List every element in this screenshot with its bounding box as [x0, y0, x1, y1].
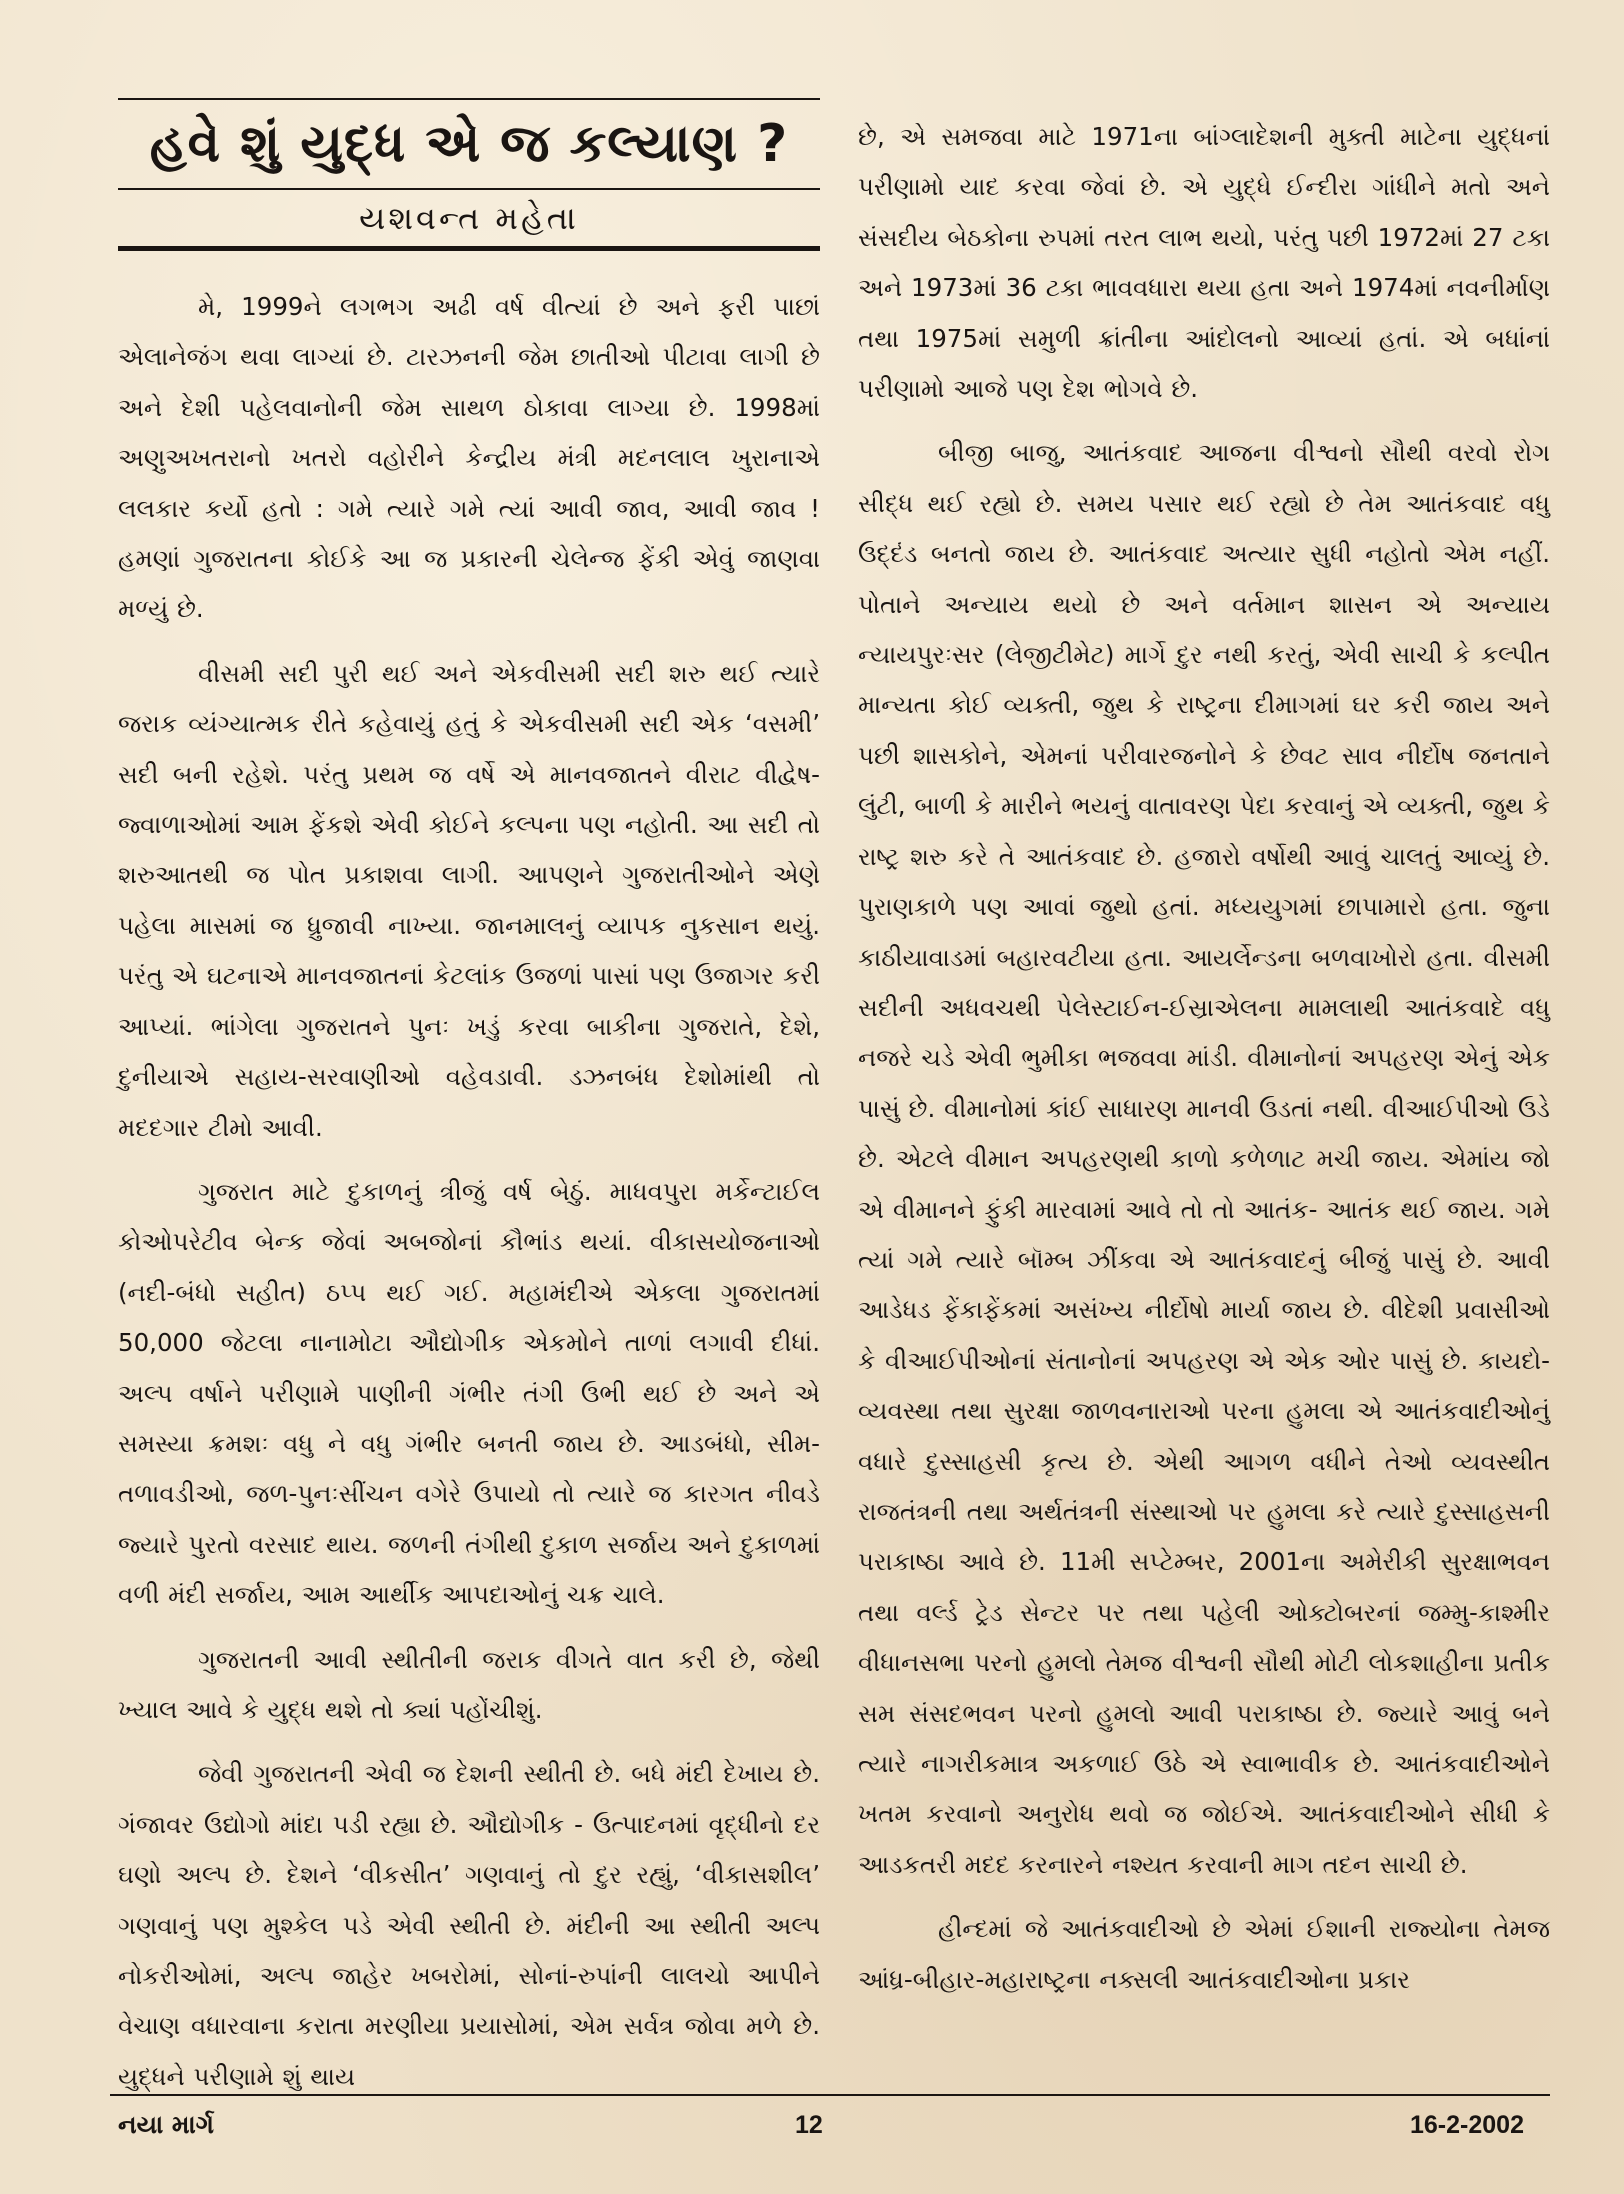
left-paragraph-4: ગુજરાતની આવી સ્થીતીની જરાક વીગતે વાત કરી છે, જેથી ખ્યાલ આવે કે યુદ્ધ થશે તો ક્યાં પહોંચીશું. [118, 1644, 820, 1724]
title-top-rule [118, 98, 820, 100]
left-column [118, 282, 820, 2102]
left-paragraph-1: મે, 1999ને લગભગ અઢી વર્ષ વીત્યાં છે અને ફરી પાછાં એલાનેજંગ થવા લાગ્યાં છે. ટારઝનની જેમ છાતીઓ પીટાવા લાગી છે અને દેશી પહેલવાનોની જેમ સાથળ ઠોકાવા લાગ્યા છે. 1998માં અણુઅખતરાનો ખતરો વહોરીને કેન્દ્રીય મંત્રી મદનલાલ ખુરાનાએ લલકાર કર્યો હતો : ગમે ત્યારે ગમે ત્યાં આવી જાવ, આવી જાવ ! હમણાં ગુજરાતના કોઈકે આ જ પ્રકારની ચેલેન્જ ફેંકી એવું જાણવા મળ્યું છે. [118, 292, 820, 624]
issue-date: 16-2-2002 [1410, 2111, 1524, 2139]
publication-name: નયા માર્ગ [118, 2110, 214, 2139]
title-bottom-rule [118, 188, 820, 190]
left-paragraph-2: વીસમી સદી પુરી થઈ અને એકવીસમી સદી શરુ થઈ ત્યારે જરાક વ્યંગ્યાત્મક રીતે કહેવાયું હતું કે એકવીસમી સદી એક ‘વસમી’ સદી બની રહેશે. પરંતુ પ્રથમ જ વર્ષે એ માનવજાતને વીરાટ વીદ્વેષ-જ્વાળાઓમાં આમ ફેંકશે એવી કોઈને કલ્પના પણ નહોતી. આ સદી તો શરુઆતથી જ પોત પ્રકાશવા લાગી. આપણને ગુજરાતીઓને એણે પહેલા માસમાં જ ધ્રુજાવી નાખ્યા. જાનમાલનું વ્યાપક નુકસાન થયું. પરંતુ એ ઘટનાએ માનવજાતનાં કેટલાંક ઉજળાં પાસાં પણ ઉજાગર કરી આપ્યાં. ભાંગેલા ગુજરાતને પુનઃ ખડું કરવા બાકીના ગુજરાતે, દેશે, દુનીયાએ સહાય-સરવાણીઓ વહેવડાવી. ડઝનબંધ દેશોમાંથી તો મદદગાર ટીમો આવી. [118, 658, 820, 1142]
right-column [858, 112, 1550, 2005]
right-paragraph-3: હીન્દમાં જે આતંકવાદીઓ છે એમાં ઈશાની રાજ્યોના તેમજ આંધ્ર-બીહાર-મહારાષ્ટ્રના નક્સલી આતંકવાદીઓના પ્રકાર [858, 1914, 1550, 1994]
right-paragraph-2: બીજી બાજુ, આતંકવાદ આજના વીશ્વનો સૌથી વરવો રોગ સીદ્ધ થઈ રહ્યો છે. સમય પસાર થઈ રહ્યો છે તેમ આતંકવાદ વધુ ઉદ્દંડ બનતો જાય છે. આતંકવાદ અત્યાર સુધી નહોતો એમ નહીં. પોતાને અન્યાય થયો છે અને વર્તમાન શાસન એ અન્યાય ન્યાયપુરઃસર (લેજીટીમેટ) માર્ગે દુર નથી કરતું, એવી સાચી કે કલ્પીત માન્યતા કોઈ વ્યક્તી, જુથ કે રાષ્ટ્રના દીમાગમાં ઘર કરી જાય અને પછી શાસકોને, એમનાં પરીવારજનોને કે છેવટ સાવ નીર્દોષ જનતાને લુંટી, બાળી કે મારીને ભયનું વાતાવરણ પેદા કરવાનું એ વ્યક્તી, જુથ કે રાષ્ટ્ર શરુ કરે તે આતંકવાદ છે. હજારો વર્ષોથી આવું ચાલતું આવ્યું છે. પુરાણકાળે પણ આવાં જુથો હતાં. મધ્યયુગમાં છાપામારો હતા. જુના કાઠીયાવાડમાં બહારવટીયા હતા. આયર્લેન્ડના બળવાખોરો હતા. વીસમી સદીની અધવચથી પેલેસ્ટાઈન-ઈસ્રાએલના મામલાથી આતંકવાદે વધુ નજરે ચડે એવી ભુમીકા ભજવવા માંડી. વીમાનોનાં અપહરણ એનું એક પાસું છે. વીમાનોમાં કાંઈ સાધારણ માનવી ઉડતાં નથી. વીઆઈપીઓ ઉડે છે. એટલે વીમાન અપહરણથી કાળો કળેળાટ મચી જાય. એમાંય જો એ વીમાનને ફુંકી મારવામાં આવે તો તો આતંક- આતંક થઈ જાય. ગમે ત્યાં ગમે ત્યારે બૉમ્બ ઝીંકવા એ આતંકવાદનું બીજું પાસું છે. આવી આડેધડ ફેંકાફેંકમાં અસંખ્ય નીર્દોષો માર્યા જાય છે. વીદેશી પ્રવાસીઓ કે વીઆઈપીઓનાં સંતાનોનાં અપહરણ એ એક ઓર પાસું છે. કાયદો-વ્યવસ્થા તથા સુરક્ષા જાળવનારાઓ પરના હુમલા એ આતંકવાદીઓનું વધારે દુસ્સાહસી કૃત્ય છે. એથી આગળ વધીને તેઓ વ્યવસ્થીત રાજતંત્રની તથા અર્થતંત્રની સંસ્થાઓ પર હુમલા કરે ત્યારે દુસ્સાહસની પરાકાષ્ઠા આવે છે. 11મી સપ્ટેમ્બર, 2001ના અમેરીકી સુરક્ષાભવન તથા વર્લ્ડ ટ્રેડ સેન્ટર પર તથા પહેલી ઓક્ટોબરનાં જમ્મુ-કાશ્મીર વીધાનસભા પરનો હુમલો તેમજ વીશ્વની સૌથી મોટી લોકશાહીના પ્રતીક સમ સંસદભવન પરનો હુમલો આવી પરાકાષ્ઠા છે. જ્યારે આવું બને ત્યારે નાગરીકમાત્ર અકળાઈ ઉઠે એ સ્વાભાવીક છે. આતંકવાદીઓને ખતમ કરવાનો અનુરોધ થવો જ જોઈએ. આતંકવાદીઓને સીધી કે આડકતરી મદદ કરનારને નશ્યત કરવાની માગ તદન સાચી છે. [858, 438, 1550, 1879]
left-paragraph-3: ગુજરાત માટે દુકાળનું ત્રીજું વર્ષ બેઠું. માધવપુરા મર્કેન્ટાઈલ કોઓપરેટીવ બેન્ક જેવાં અબજોનાં કૌભાંડ થયાં. વીકાસયોજનાઓ (નદી-બંધો સહીત) ઠપ્પ થઈ ગઈ. મહામંદીએ એકલા ગુજરાતમાં 50,000 જેટલા નાનામોટા ઔદ્યોગીક એકમોને તાળાં લગાવી દીધાં. અલ્પ વર્ષાને પરીણામે પાણીની ગંભીર તંગી ઉભી થઈ છે અને એ સમસ્યા ક્રમશઃ વધુ ને વધુ ગંભીર બનતી જાય છે. આડબંધો, સીમ-તળાવડીઓ, જળ-પુનઃસીંચન વગેરે ઉપાયો તો ત્યારે જ કારગત નીવડે જ્યારે પુરતો વરસાદ થાય. જળની તંગીથી દુકાળ સર્જાય અને દુકાળમાં વળી મંદી સર્જાય, આમ આર્થીક આપદાઓનું ચક્ર ચાલે. [118, 1176, 820, 1610]
article-title: હવે શું યુદ્ધ એ જ કલ્યાણ ? [149, 114, 789, 174]
right-paragraph-1: છે, એ સમજવા માટે 1971ના બાંગ્લાદેશની મુક્તી માટેના યુદ્ધનાં પરીણામો યાદ કરવા જેવાં છે. એ યુદ્ધે ઈન્દીરા ગાંધીને મતો અને સંસદીય બેઠકોના રુપમાં તરત લાભ થયો, પરંતુ પછી 1972માં 27 ટકા અને 1973માં 36 ટકા ભાવવધારા થયા હતા અને 1974માં નવનીર્માણ તથા 1975માં સમુળી ક્રાંતીના આંદોલનો આવ્યાં હતાં. એ બધાંનાં પરીણામો આજે પણ દેશ ભોગવે છે. [858, 122, 1550, 404]
article-author: યશવન્ત મહેતા [359, 199, 579, 237]
author-rule [118, 246, 820, 251]
page-number: 12 [795, 2111, 823, 2139]
left-paragraph-5: જેવી ગુજરાતની એવી જ દેશની સ્થીતી છે. બધે મંદી દેખાય છે. ગંજાવર ઉદ્યોગો માંદા પડી રહ્યા છે. ઔદ્યોગીક - ઉત્પાદનમાં વૃદ્ધીનો દર ઘણો અલ્પ છે. દેશને ‘વીકસીત’ ગણવાનું તો દુર રહ્યું, ‘વીકાસશીલ’ ગણવાનું પણ મુશ્કેલ પડે એવી સ્થીતી છે. મંદીની આ સ્થીતી અલ્પ નોકરીઓમાં, અલ્પ જાહેર ખબરોમાં, સોનાં-રુપાંની લાલચો આપીને વેચાણ વધારવાના કરાતા મરણીયા પ્રયાસોમાં, એમ સર્વત્ર જોવા મળે છે. યુદ્ધને પરીણામે શું થાય [118, 1759, 820, 2091]
footer-rule [110, 2094, 1550, 2096]
